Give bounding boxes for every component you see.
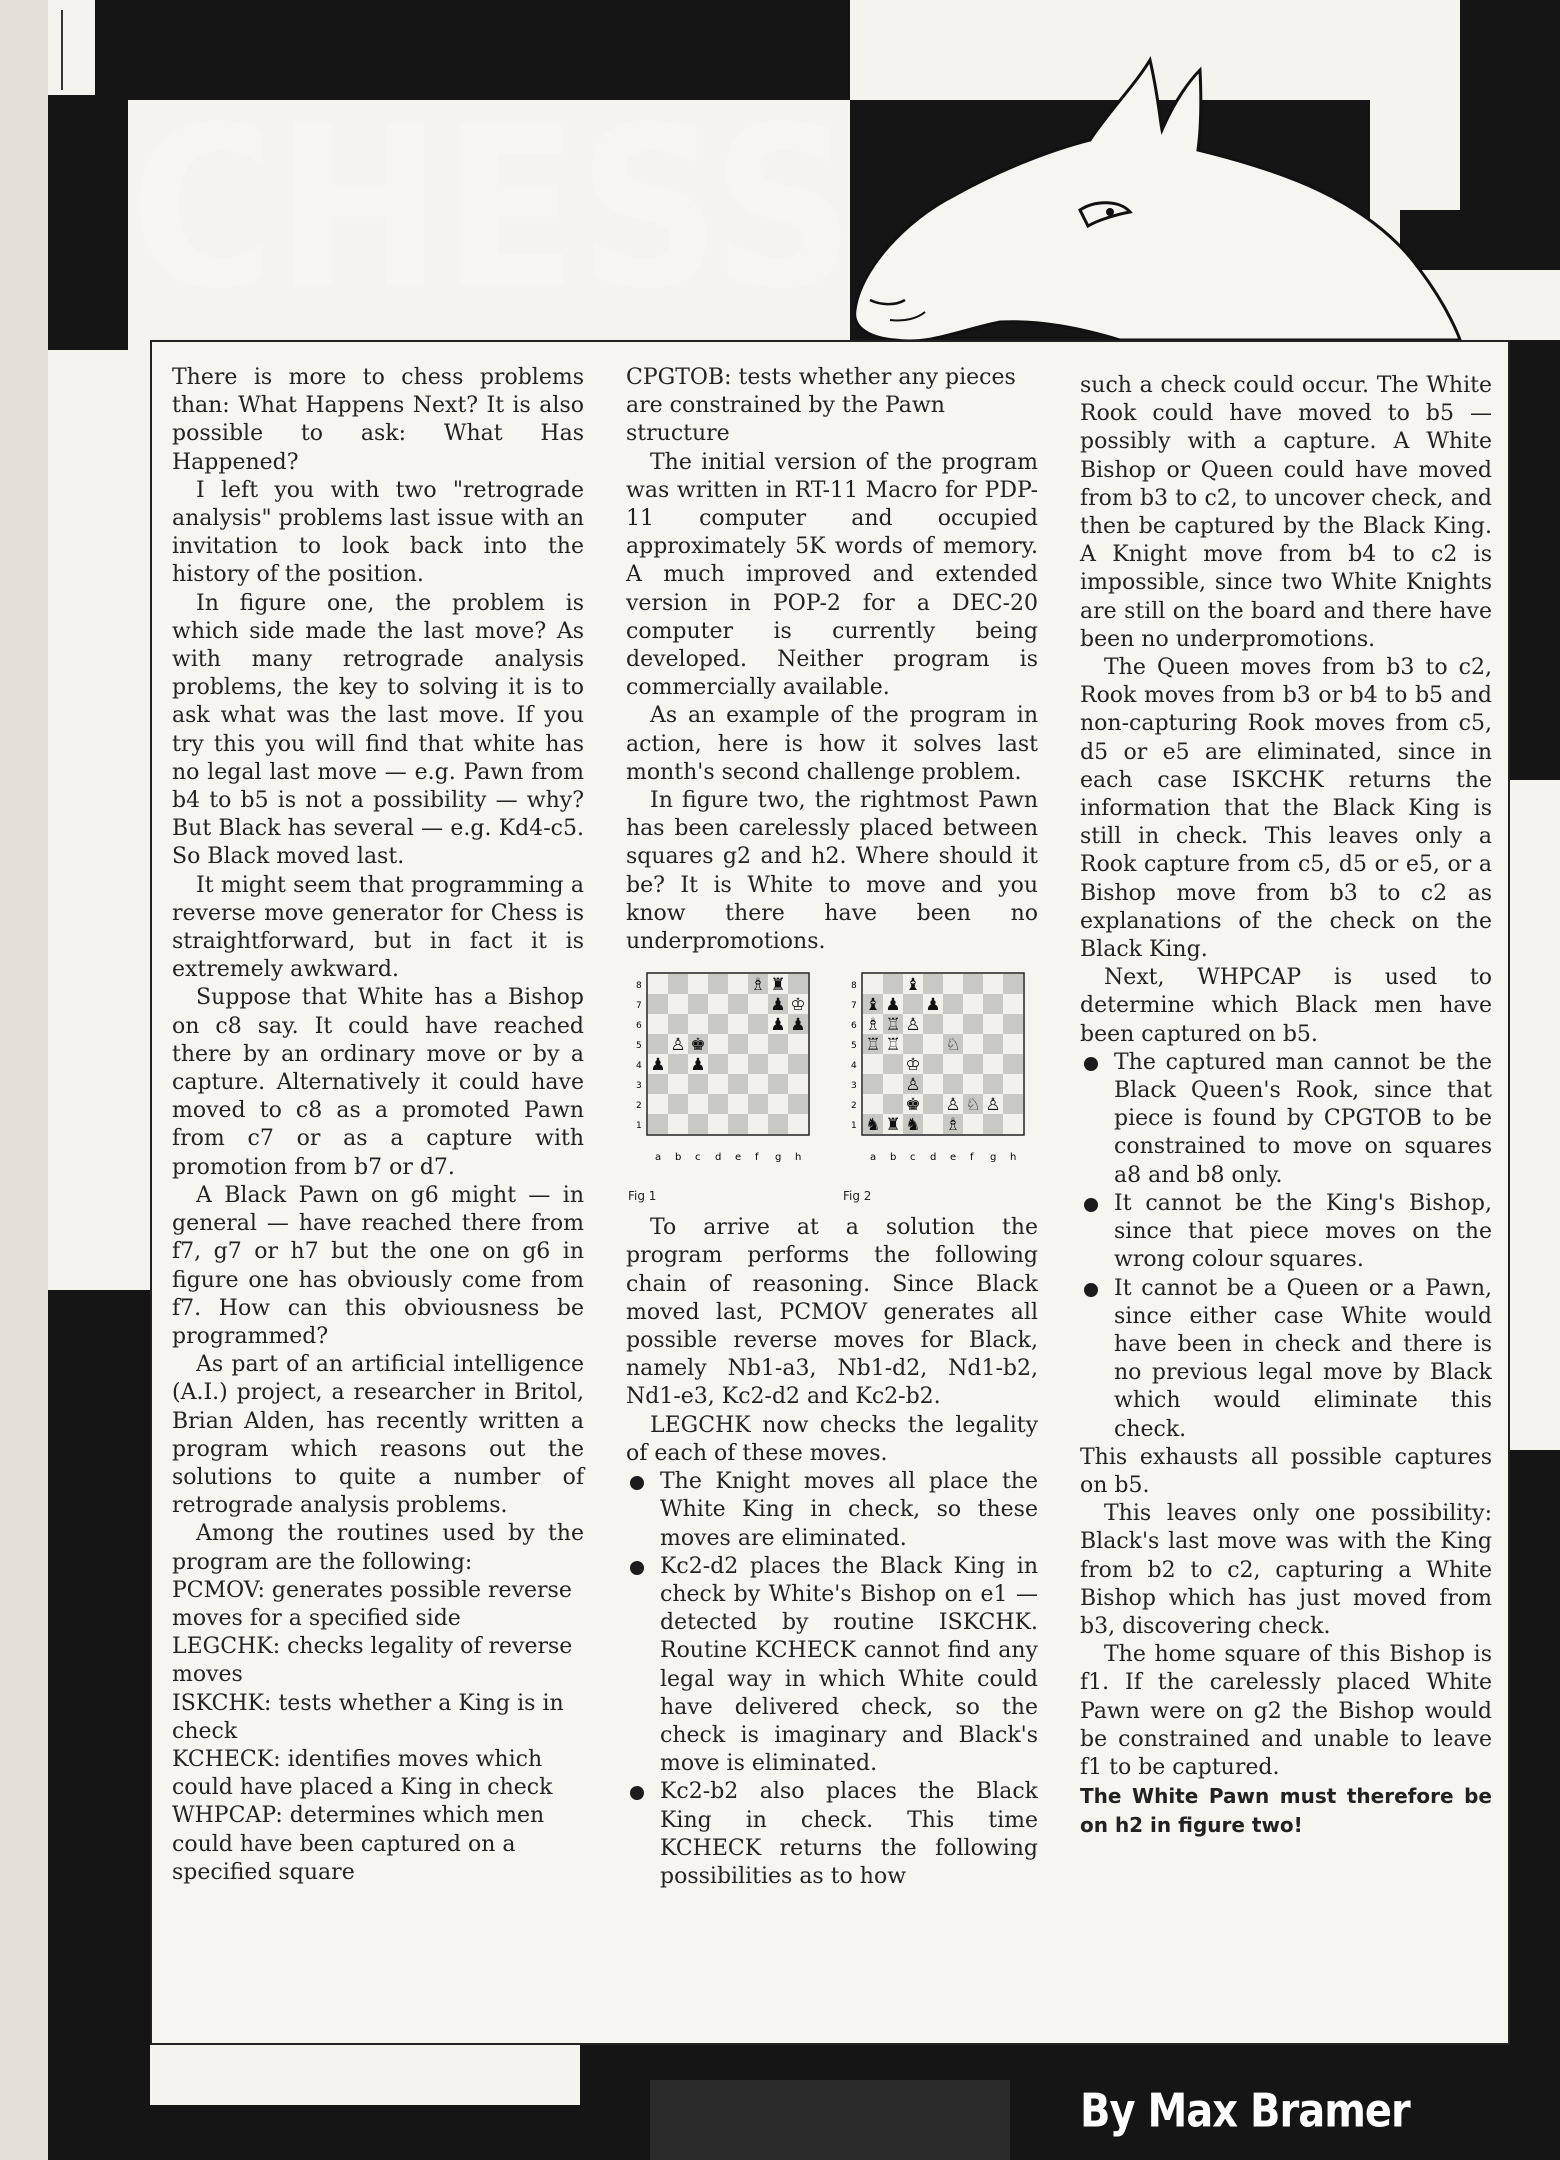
bullet-list <box>1080 1049 1492 1444</box>
board-square <box>708 1114 728 1134</box>
chess-piece: ♟ <box>690 1055 706 1076</box>
board-square <box>983 1074 1003 1094</box>
board-square <box>768 1114 788 1134</box>
article-column-2 <box>626 364 1038 1891</box>
board-square <box>1003 1034 1023 1054</box>
board-square <box>863 1074 883 1094</box>
board-square <box>943 974 963 994</box>
board-square <box>1003 1094 1023 1114</box>
file-label: g <box>990 1152 997 1164</box>
board-square <box>668 1094 688 1114</box>
chess-piece: ♗ <box>750 975 766 996</box>
bullet-item: Kc2-d2 places the Black King in check by White's Bishop on e1 — detected by routine ISKCHK. Routine KCHECK cannot find any legal way in which White could have delivered check, so the check is imaginary and Black's move is eliminated. <box>660 1553 1038 1779</box>
board-square <box>768 1054 788 1074</box>
bullet-list <box>626 1468 1038 1891</box>
rank-label: 8 <box>636 981 642 992</box>
chess-piece: ♝ <box>905 975 921 996</box>
board-square <box>863 1054 883 1074</box>
routine-definition: PCMOV: generates possible reverse moves for a specified side <box>172 1577 572 1631</box>
board-square <box>748 1034 768 1054</box>
paragraph: I left you with two "retrograde analysis" problems last issue with an invitation to look back into the history of the position. <box>172 477 584 588</box>
board-square <box>883 1054 903 1074</box>
board-square <box>923 1054 943 1074</box>
chess-piece: ♚ <box>905 1095 921 1116</box>
board-square <box>748 1054 768 1074</box>
paragraph: This exhausts all possible captures on b5. <box>1080 1444 1492 1498</box>
board-square <box>923 1034 943 1054</box>
rank-label: 1 <box>636 1121 642 1132</box>
rank-label: 7 <box>851 1001 857 1012</box>
board-square <box>1003 1074 1023 1094</box>
chess-figures <box>626 970 1038 1204</box>
board-square <box>768 1094 788 1114</box>
board-square <box>883 1094 903 1114</box>
paragraph: such a check could occur. The White Rook could have moved to b5 — possibly with a capture. A White Bishop or Queen could have moved from b3 to c2, to uncover check, and then be captured by the Black King. A Knight move from b4 to c2 is impossible, since two White Knights are still on the board and there have been no underpromotions. <box>1080 373 1492 652</box>
board-square <box>903 994 923 1014</box>
bullet-item: It cannot be a Queen or a Pawn, since either case White would have been in check and there is no previous legal move by Black which would eliminate this check. <box>1114 1275 1492 1444</box>
chess-piece: ♞ <box>865 1115 881 1136</box>
bullet-item: It cannot be the King's Bishop, since that piece moves on the wrong colour squares. <box>1114 1190 1492 1275</box>
board-square <box>883 1074 903 1094</box>
board-square <box>768 1034 788 1054</box>
board-square <box>648 1114 668 1134</box>
board-square <box>728 1114 748 1134</box>
board-square <box>1003 1054 1023 1074</box>
figure-1-label: Fig 1 <box>628 1189 657 1204</box>
chess-piece: ♟ <box>925 995 941 1016</box>
board-square <box>728 1054 748 1074</box>
board-square <box>943 1054 963 1074</box>
board-square <box>923 1074 943 1094</box>
board-square <box>728 1094 748 1114</box>
board-square <box>943 1014 963 1034</box>
bullet-item: The Knight moves all place the White King in check, so these moves are eliminated. <box>660 1468 1038 1553</box>
board-square <box>863 974 883 994</box>
board-square <box>668 1014 688 1034</box>
board-square <box>688 1014 708 1034</box>
board-square <box>963 1074 983 1094</box>
chess-piece: ♜ <box>770 975 786 996</box>
conclusion <box>1080 1782 1492 1840</box>
paragraph: A Black Pawn on g6 might — in general — have reached there from f7, g7 or h7 but the one on g6 in figure one has obviously come from f7. How can this obviousness be programmed? <box>172 1182 584 1349</box>
title-text: CHESS <box>130 115 855 295</box>
paragraph: The home square of this Bishop is f1. If the carelessly placed White Pawn were on g2 the Bishop would be constrained and unable to leave f1 to be captured. <box>1080 1642 1492 1780</box>
board-square <box>983 994 1003 1014</box>
rank-label: 4 <box>851 1061 857 1072</box>
article-column-3 <box>1080 372 1492 1841</box>
author-byline: By Max Bramer <box>1080 2085 1410 2138</box>
rank-label: 6 <box>851 1021 857 1032</box>
article-column-1 <box>172 364 584 1887</box>
board-square <box>788 1094 808 1114</box>
paragraph: In figure two, the rightmost Pawn has been carelessly placed between squares g2 and h2. Where should it be? It is White to move and you know there have been no underpromotions. <box>626 788 1038 955</box>
board-square <box>923 1094 943 1114</box>
board-square <box>943 994 963 1014</box>
routine-definition: ISKCHK: tests whether a King is in check <box>172 1690 564 1744</box>
board-square <box>688 1114 708 1134</box>
board-square <box>708 1054 728 1074</box>
rank-label: 5 <box>851 1041 857 1052</box>
chess-piece: ♚ <box>690 1035 706 1056</box>
board-square <box>728 994 748 1014</box>
board-square <box>768 1074 788 1094</box>
file-label: a <box>655 1152 662 1164</box>
file-label: b <box>675 1152 682 1164</box>
paragraph: In figure one, the problem is which side made the last move? As with many retrograde analysis problems, the key to solving it is to ask what was the last move. If you try this you will find that white has no legal last move — e.g. Pawn from b4 to b5 is not a possibility — why? But Black has several — e.g. Kd4-c5. So Black moved last. <box>172 590 584 870</box>
board-square <box>648 994 668 1014</box>
board-square <box>728 1034 748 1054</box>
board-square <box>728 1014 748 1034</box>
rank-label: 3 <box>636 1081 642 1092</box>
rank-label: 2 <box>636 1101 642 1112</box>
file-label: h <box>1010 1152 1017 1164</box>
rank-label: 2 <box>851 1101 857 1112</box>
chess-piece: ♙ <box>985 1095 1001 1116</box>
paragraph: The initial version of the program was written in RT-11 Macro for PDP-11 computer and occupied approximately 5K words of memory. A much improved and extended version in POP-2 for a DEC-20 computer is currently being developed. Neither program is commercially available. <box>626 449 1038 701</box>
chess-piece: ♘ <box>965 1095 981 1116</box>
board-square <box>648 1034 668 1054</box>
board-square <box>923 974 943 994</box>
paragraph: Among the routines used by the program are the following: <box>172 1521 584 1575</box>
board-square <box>788 1074 808 1094</box>
board-square <box>903 1034 923 1054</box>
board-square <box>668 1114 688 1134</box>
paragraph: Next, WHPCAP is used to determine which Black men have been captured on b5. <box>1080 965 1492 1047</box>
board-square <box>688 1074 708 1094</box>
file-label: c <box>910 1152 916 1164</box>
rank-label: 6 <box>636 1021 642 1032</box>
board-square <box>863 1094 883 1114</box>
board-square <box>748 1114 768 1134</box>
chess-piece: ♔ <box>905 1055 921 1076</box>
paragraph: As an example of the program in action, here is how it solves last month's second challenge problem. <box>626 703 1038 785</box>
board-square <box>788 974 808 994</box>
board-square <box>983 1014 1003 1034</box>
paragraph: As part of an artificial intelligence (A.I.) project, a researcher in Britol, Brian Alden, has recently written a program which reasons out the solutions to quite a number of retrograde analysis problems. <box>172 1352 584 1519</box>
chess-piece: ♞ <box>905 1115 921 1136</box>
chess-piece: ♟ <box>650 1055 666 1076</box>
bullet-item: The captured man cannot be the Black Queen's Rook, since that piece is found by CPGTOB to be constrained to move on squares a8 and b8 only. <box>1114 1049 1492 1190</box>
board-square <box>688 1094 708 1114</box>
board-square <box>648 1074 668 1094</box>
chess-piece: ♟ <box>885 995 901 1016</box>
board-square <box>708 1014 728 1034</box>
file-label: f <box>970 1152 974 1164</box>
board-square <box>708 994 728 1014</box>
rank-label: 3 <box>851 1081 857 1092</box>
routine-definition: KCHECK: identifies moves which could have placed a King in check <box>172 1746 553 1801</box>
board-square <box>708 1034 728 1054</box>
file-label: d <box>930 1152 937 1164</box>
file-label: f <box>755 1152 759 1164</box>
chess-piece: ♙ <box>670 1035 686 1056</box>
board-square <box>788 1114 808 1134</box>
board-square <box>648 1094 668 1114</box>
board-square <box>748 1094 768 1114</box>
board-square <box>943 1074 963 1094</box>
chess-title <box>130 115 860 295</box>
board-square <box>668 1054 688 1074</box>
chess-piece: ♔ <box>790 995 806 1016</box>
board-square <box>1003 1014 1023 1034</box>
chessboard-fig2 <box>841 970 1041 1170</box>
chess-piece: ♖ <box>885 1015 901 1036</box>
board-square <box>963 1054 983 1074</box>
board-square <box>963 1034 983 1054</box>
file-label: a <box>870 1152 877 1164</box>
board-square <box>748 1014 768 1034</box>
rank-label: 5 <box>636 1041 642 1052</box>
board-square <box>983 1034 1003 1054</box>
board-square <box>983 1114 1003 1134</box>
board-square <box>688 974 708 994</box>
board-square <box>983 1054 1003 1074</box>
chess-piece: ♜ <box>885 1115 901 1136</box>
chess-piece: ♙ <box>945 1095 961 1116</box>
board-square <box>708 1074 728 1094</box>
board-square <box>1003 974 1023 994</box>
chess-piece: ♗ <box>945 1115 961 1136</box>
board-square <box>688 994 708 1014</box>
paragraph: There is more to chess problems than: What Happens Next? It is also possible to ask: What Has Happened? <box>172 365 584 475</box>
chess-piece: ♟ <box>790 1015 806 1036</box>
chess-piece: ♟ <box>770 1015 786 1036</box>
board-square <box>1003 994 1023 1014</box>
board-square <box>728 974 748 994</box>
file-label: e <box>950 1152 957 1164</box>
file-label: d <box>715 1152 722 1164</box>
board-square <box>708 1094 728 1114</box>
board-square <box>668 1074 688 1094</box>
board-square <box>748 994 768 1014</box>
board-square <box>668 994 688 1014</box>
rank-label: 1 <box>851 1121 857 1132</box>
figure-1 <box>626 970 826 1204</box>
board-square <box>923 1014 943 1034</box>
rank-label: 4 <box>636 1061 642 1072</box>
figure-2 <box>841 970 1041 1204</box>
board-square <box>648 1014 668 1034</box>
paragraph: The Queen moves from b3 to c2, Rook moves from b3 or b4 to b5 and non-capturing Rook moves from c5, d5 or e5 are eliminated, since in each case ISKCHK returns the information that the Black King is still in check. This leaves only a Rook capture from c5, d5 or e5, or a Bishop move from b3 to c2 as explanations of the check on the Black King. <box>1080 655 1492 963</box>
bullet-item: Kc2-b2 also places the Black King in check. This time KCHECK returns the following possibilities as to how <box>660 1778 1038 1891</box>
paragraph: It might seem that programming a reverse move generator for Chess is straightforward, but in fact it is extremely awkward. <box>172 872 584 983</box>
chessboard-fig1 <box>626 970 826 1170</box>
board-square <box>1003 1114 1023 1134</box>
board-square <box>983 974 1003 994</box>
board-square <box>708 974 728 994</box>
rank-label: 8 <box>851 981 857 992</box>
paragraph: To arrive at a solution the program performs the following chain of reasoning. Since Black moved last, PCMOV generates all possible reverse moves for Black, namely Nb1-a3, Nb1-d2, Nd1-b2, Nd1-e3, Kc2-d2 and Kc2-b2. <box>626 1215 1038 1410</box>
routine-definition: WHPCAP: determines which men could have been captured on a specified square <box>172 1803 545 1885</box>
board-square <box>963 1114 983 1134</box>
conclusion-text: The White Pawn must therefore be on h2 in figure two! <box>1080 1784 1492 1838</box>
board-square <box>788 1054 808 1074</box>
file-label: e <box>735 1152 742 1164</box>
file-label: h <box>795 1152 802 1164</box>
paragraph: Suppose that White has a Bishop on c8 say. It could have reached there by an ordinary move or by a capture. Alternatively it could have moved to c8 as a promoted Pawn from c7 or as a capture with promotion from b7 or d7. <box>172 985 584 1180</box>
board-square <box>963 974 983 994</box>
figure-2-label: Fig 2 <box>843 1189 872 1204</box>
rank-label: 7 <box>636 1001 642 1012</box>
routine-definition: CPGTOB: tests whether any pieces are constrained by the Pawn structure <box>626 365 1016 447</box>
chess-piece: ♘ <box>945 1035 961 1056</box>
board-square <box>748 1074 768 1094</box>
board-square <box>883 974 903 994</box>
file-label: c <box>695 1152 701 1164</box>
board-square <box>923 1114 943 1134</box>
chess-piece: ♗ <box>865 1015 881 1036</box>
file-label: g <box>775 1152 782 1164</box>
chess-piece: ♖ <box>885 1035 901 1056</box>
paragraph: This leaves only one possibility: Black's last move was with the King from b2 to c2, capturing a White Bishop which has just moved from b3, discovering check. <box>1080 1501 1492 1639</box>
board-square <box>648 974 668 994</box>
file-label: b <box>890 1152 897 1164</box>
chess-piece: ♖ <box>865 1035 881 1056</box>
paragraph: LEGCHK now checks the legality of each of these moves. <box>626 1412 1038 1466</box>
board-square <box>728 1074 748 1094</box>
chess-piece: ♟ <box>770 995 786 1016</box>
chess-piece: ♙ <box>905 1015 921 1036</box>
routine-definition: LEGCHK: checks legality of reverse moves <box>172 1634 573 1688</box>
board-square <box>963 1014 983 1034</box>
board-square <box>668 974 688 994</box>
article-panel <box>150 340 1510 2045</box>
chess-piece: ♙ <box>905 1075 921 1096</box>
board-square <box>963 994 983 1014</box>
chess-piece: ♝ <box>865 995 881 1016</box>
board-square <box>788 1034 808 1054</box>
